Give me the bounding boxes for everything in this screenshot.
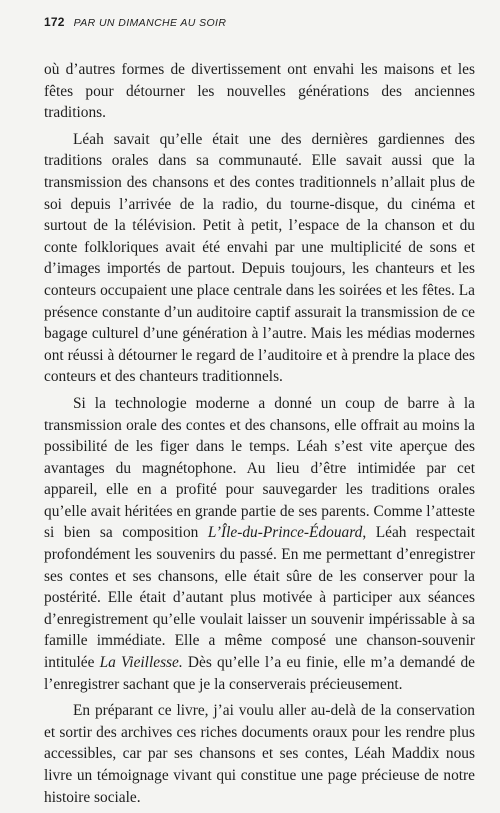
running-title: PAR UN DIMANCHE AU SOIR <box>73 17 227 29</box>
paragraph-3 <box>44 393 475 695</box>
page-number: 172 <box>44 15 65 29</box>
running-head <box>44 15 456 33</box>
paragraph-3-text-c: Dès qu’elle l’a eu finie, elle m’a demandé de l’enregistrer sachant que je la conserverais précieusement. <box>44 654 475 693</box>
paragraph-3-text-b: , Léah respectait profondément les souvenirs du passé. En me permettant d’enregistrer ses contes et ses chansons, elle était sûre de les conserver pour la postérité. Elle était d’autant plus motivée à participer aux séances d’enregistrement qu’elle voulait laisser un souvenir impérissable à sa famille immédiate. Elle a même composé une chanson-souvenir intitulée <box>44 524 475 672</box>
paragraph-4: En préparant ce livre, j’ai voulu aller au-delà de la conservation et sortir des archives ces riches documents oraux pour les rendre plus accessibles, car par ses chansons et ses contes, Léah Maddix nous livre un témoignage vivant qui constitue une page précieuse de notre histoire sociale. <box>44 702 475 806</box>
paragraph-3-text-a: Si la technologie moderne a donné un coup de barre à la transmission orale des contes et des chansons, elle offrait au moins la possibilité de les figer dans le temps. Léah s’est vite aperçue des avantages du magnétophone. Au lieu d’être intimidée par cet appareil, elle en a profité pour sauvegarder les traditions orales qu’elle avait héritées en grande partie de ses parents. Comme l’atteste si bien sa composition <box>44 394 475 542</box>
paragraph-2: Léah savait qu’elle était une des dernières gardiennes des traditions orales dans sa communauté. Elle savait aussi que la transmission des chansons et des contes traditionnels n’allait plus de soi depuis l’arrivée de la radio, du tourne-disque, du cinéma et surtout de la télévision. Petit à petit, l’espace de la chanson et du conte folkloriques avait été envahi par une multiplicité de sons et d’images importés de partout. Depuis toujours, les chanteurs et les conteurs occupaient une place centrale dans les soirées et les fêtes. La présence constante d’un auditoire captif assurait la transmission de ce bagage culturel d’une génération à l’autre. Mais les médias modernes ont réussi à détourner le regard de l’auditoire et à prendre la place des conteurs et des chanteurs traditionnels. <box>44 130 475 386</box>
song-title-ile-du-prince-edouard: L’Île-du-Prince-Édouard <box>207 524 363 542</box>
paragraph-1: où d’autres formes de divertissement ont envahi les maisons et les fêtes pour détourner les nouvelles générations des anciennes traditions. <box>44 61 475 122</box>
song-title-la-vieillesse: La Vieillesse. <box>99 654 183 672</box>
body-text <box>44 59 475 813</box>
